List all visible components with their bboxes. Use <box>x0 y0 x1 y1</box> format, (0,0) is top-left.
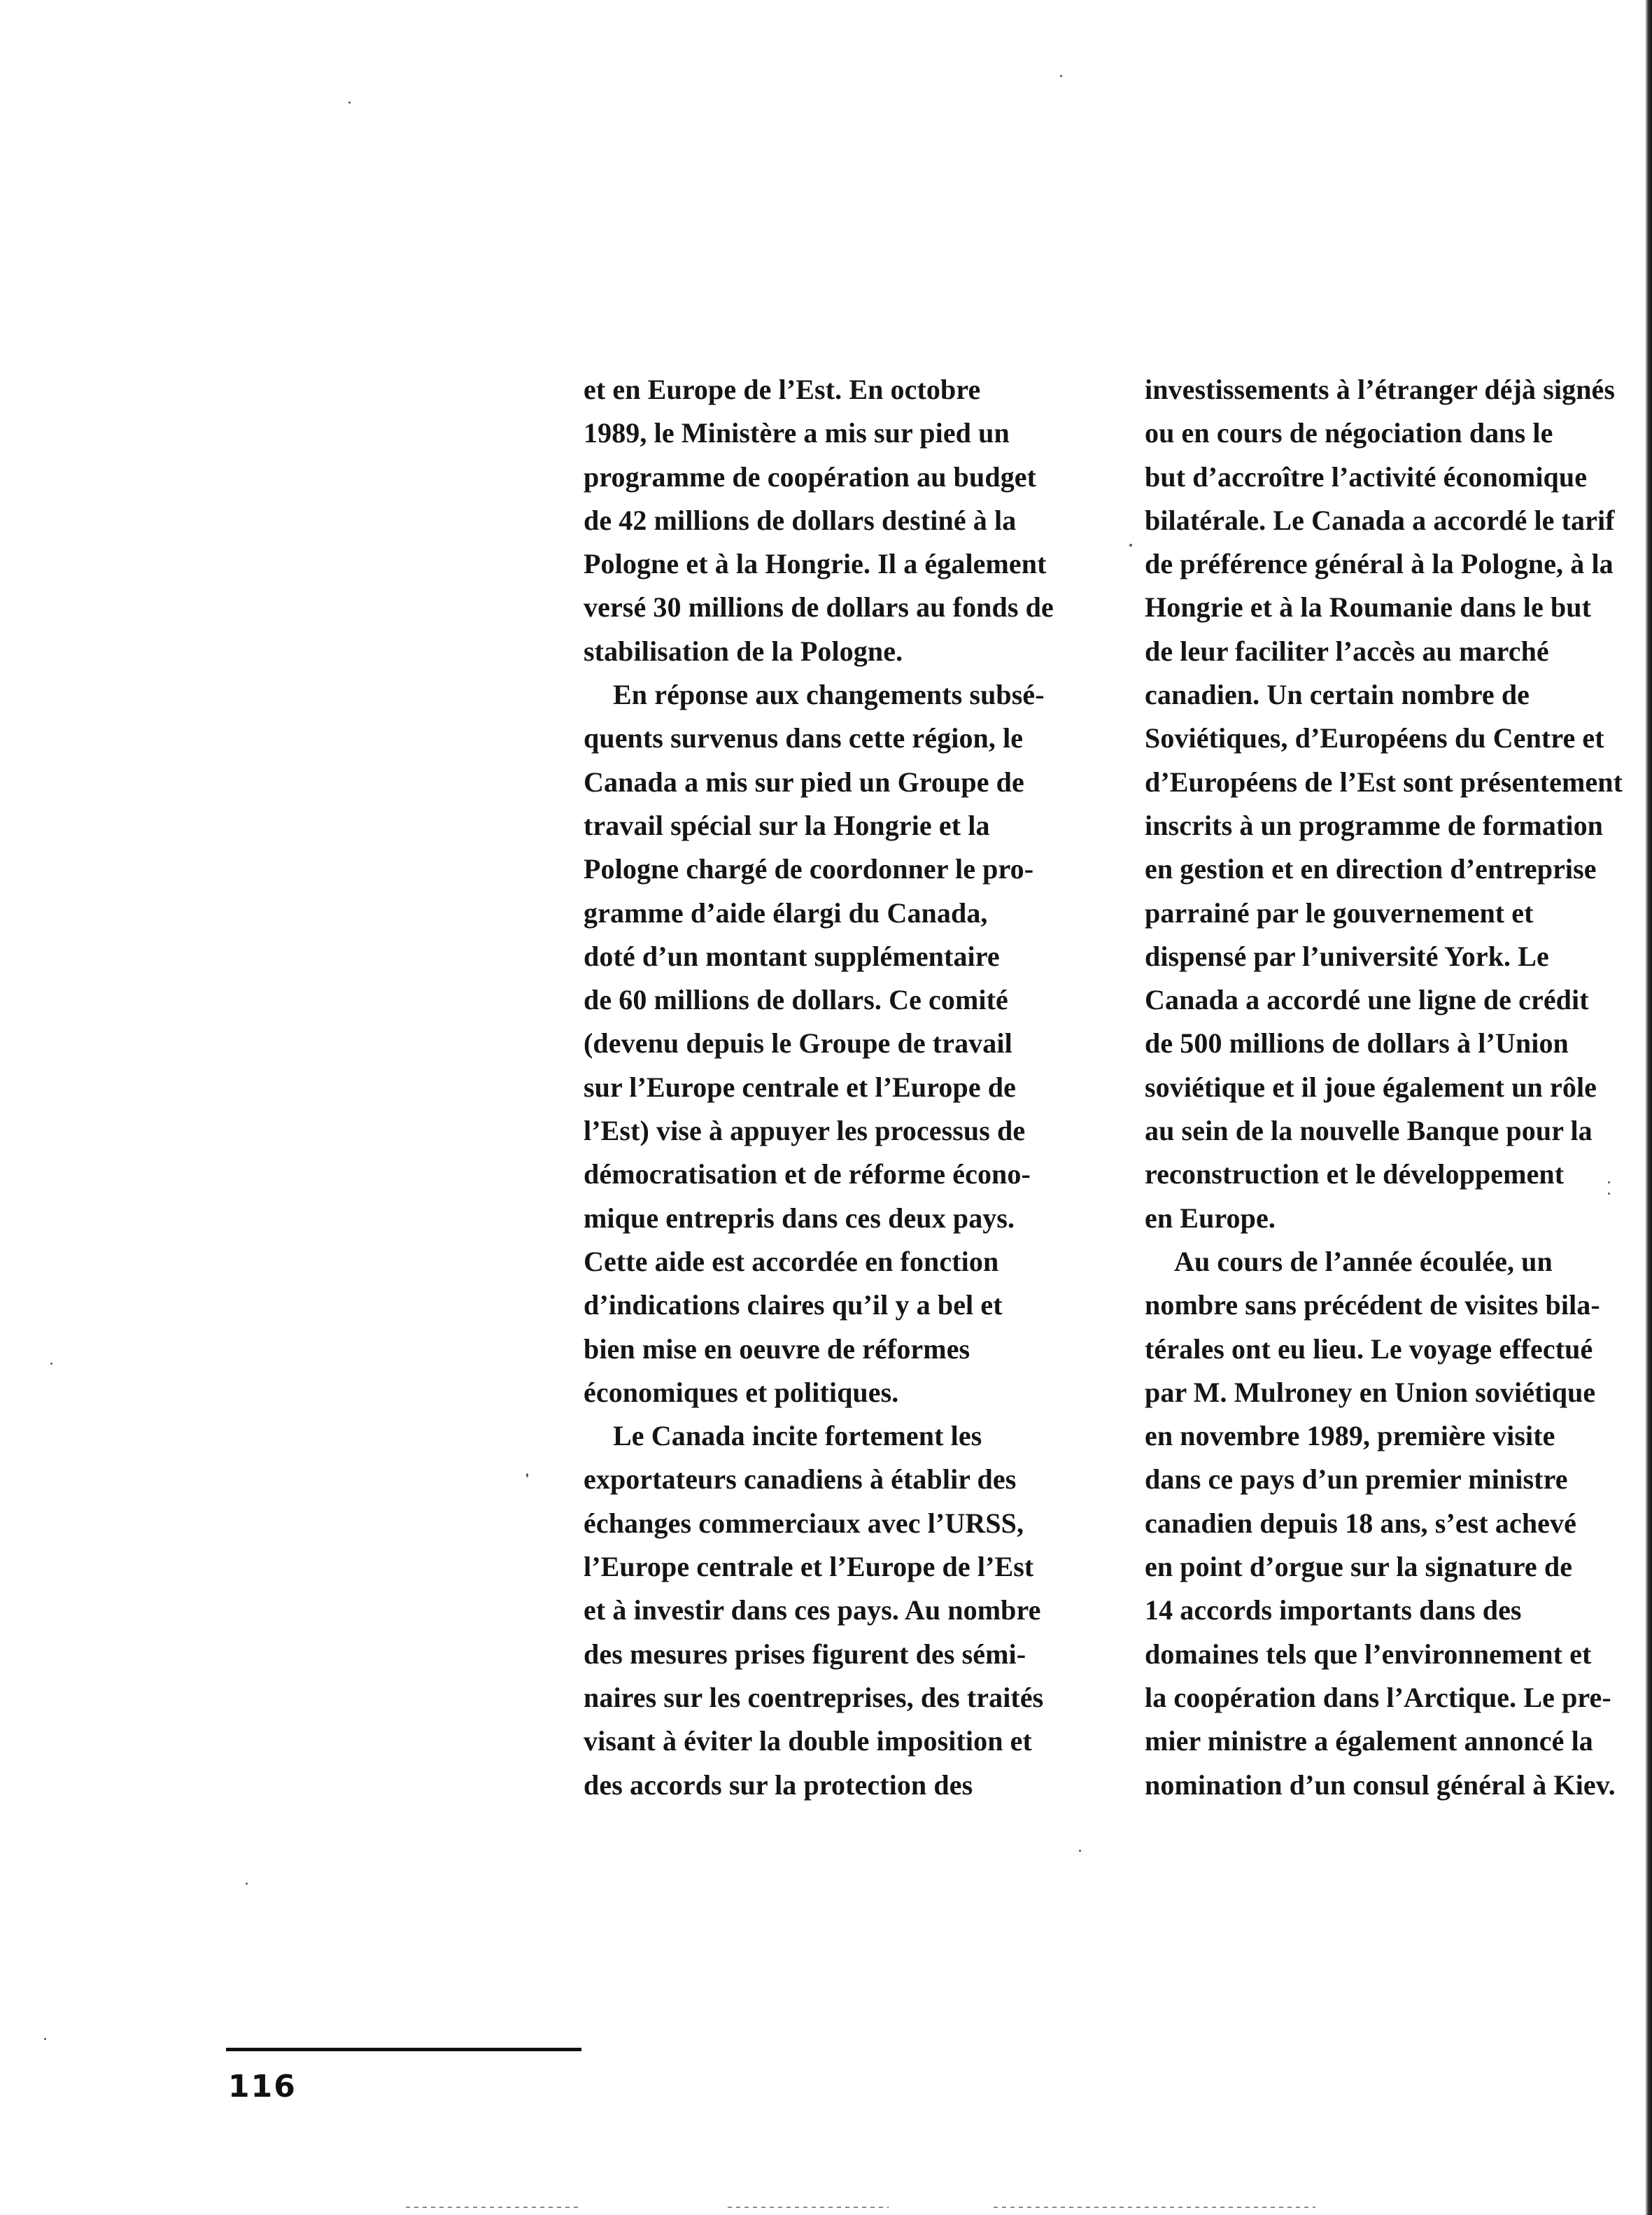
text-line: Pologne et à la Hongrie. Il a également <box>584 548 1047 580</box>
text-line: de préférence général à la Pologne, à la <box>1145 548 1614 580</box>
text-line: en novembre 1989, première visite <box>1145 1420 1555 1452</box>
text-line: Au cours de l’année écoulée, un <box>1174 1245 1553 1277</box>
paragraph <box>584 673 1087 1414</box>
text-line: ou en cours de négociation dans le <box>1145 417 1553 449</box>
text-line: et en Europe de l’Est. En octobre <box>584 374 981 405</box>
text-line: naires sur les coentreprises, des traités <box>584 1681 1044 1713</box>
text-line: par M. Mulroney en Union soviétique <box>1145 1376 1596 1408</box>
paragraph <box>584 368 1087 673</box>
scan-speck <box>1608 1193 1610 1195</box>
text-line: des mesures prises figurent des sémi- <box>584 1638 1026 1670</box>
text-line: investissements à l’étranger déjà signés <box>1145 374 1616 405</box>
text-line: (devenu depuis le Groupe de travail <box>584 1027 1012 1060</box>
text-line: en Europe. <box>1145 1202 1276 1234</box>
text-line: en point d’orgue sur la signature de <box>1145 1551 1573 1583</box>
text-line: en gestion et en direction d’entreprise <box>1145 853 1597 885</box>
scan-speck <box>1079 1850 1081 1852</box>
scan-speck <box>526 1473 528 1477</box>
text-line: Pologne chargé de coordonner le pro- <box>584 853 1034 885</box>
text-line: de 60 millions de dollars. Ce comité <box>584 984 1008 1016</box>
text-line: doté d’un montant supplémentaire <box>584 940 1000 972</box>
text-line: but d’accroître l’activité économique <box>1145 460 1588 493</box>
text-line: 1989, le Ministère a mis sur pied un <box>584 417 1010 449</box>
text-line: d’Européens de l’Est sont présentement <box>1145 766 1623 798</box>
text-line: Canada a accordé une ligne de crédit <box>1145 984 1589 1016</box>
text-line: échanges commerciaux avec l’URSS, <box>584 1507 1024 1539</box>
scan-speck <box>1608 1181 1610 1183</box>
text-line: bien mise en oeuvre de réformes <box>584 1332 970 1365</box>
text-line: travail spécial sur la Hongrie et la <box>584 809 990 841</box>
text-line: dispensé par l’université York. Le <box>1145 940 1549 972</box>
text-line: programme de coopération au budget <box>584 460 1037 493</box>
text-line: stabilisation de la Pologne. <box>584 635 903 667</box>
paragraph <box>1145 368 1635 1240</box>
left-text-column <box>584 368 1087 1807</box>
text-line: Soviétiques, d’Européens du Centre et <box>1145 722 1604 754</box>
text-line: domaines tels que l’environnement et <box>1145 1638 1592 1670</box>
text-line: dans ce pays d’un premier ministre <box>1145 1463 1568 1496</box>
scan-artifact <box>994 2207 1315 2208</box>
scan-speck <box>348 101 351 104</box>
text-line: 14 accords importants dans des <box>1145 1594 1522 1626</box>
text-line: Hongrie et à la Roumanie dans le but <box>1145 591 1592 624</box>
text-line: mique entrepris dans ces deux pays. <box>584 1202 1015 1234</box>
text-line: quents survenus dans cette région, le <box>584 722 1024 754</box>
binding-edge <box>1645 0 1652 2215</box>
text-line: bilatérale. Le Canada a accordé le tarif <box>1145 504 1615 536</box>
text-line: la coopération dans l’Arctique. Le pre- <box>1145 1681 1611 1713</box>
text-line: parrainé par le gouvernement et <box>1145 896 1534 929</box>
text-line: de 500 millions de dollars à l’Union <box>1145 1027 1569 1060</box>
text-line: Le Canada incite fortement les <box>613 1420 982 1452</box>
right-text-column <box>1145 368 1635 1807</box>
scan-speck <box>246 1883 248 1885</box>
text-line: inscrits à un programme de formation <box>1145 809 1604 841</box>
text-line: Canada a mis sur pied un Groupe de <box>584 766 1024 798</box>
text-line: de 42 millions de dollars destiné à la <box>584 504 1017 536</box>
text-line: En réponse aux changements subsé- <box>613 679 1045 711</box>
text-line: de leur faciliter l’accès au marché <box>1145 635 1549 667</box>
text-line: mier ministre a également annoncé la <box>1145 1725 1593 1757</box>
text-line: reconstruction et le développement <box>1145 1158 1565 1190</box>
scan-artifact <box>728 2207 889 2208</box>
text-line: nombre sans précédent de visites bila- <box>1145 1289 1600 1321</box>
text-line: des accords sur la protection des <box>584 1769 973 1801</box>
footer-rule <box>226 2048 581 2051</box>
text-line: gramme d’aide élargi du Canada, <box>584 896 988 929</box>
text-line: Cette aide est accordée en fonction <box>584 1245 999 1277</box>
text-line: térales ont eu lieu. Le voyage effectué <box>1145 1332 1593 1365</box>
text-line: nomination d’un consul général à Kiev. <box>1145 1769 1616 1801</box>
scan-speck <box>44 2038 46 2040</box>
text-line: canadien depuis 18 ans, s’est achevé <box>1145 1507 1576 1539</box>
scan-artifact <box>406 2207 581 2208</box>
text-line: soviétique et il joue également un rôle <box>1145 1071 1597 1103</box>
text-line: l’Est) vise à appuyer les processus de <box>584 1115 1026 1147</box>
text-line: économiques et politiques. <box>584 1376 899 1408</box>
text-line: versé 30 millions de dollars au fonds de <box>584 591 1054 624</box>
paragraph <box>1145 1240 1635 1807</box>
text-line: d’indications claires qu’il y a bel et <box>584 1289 1003 1321</box>
page-number: 116 <box>228 2069 297 2104</box>
text-line: au sein de la nouvelle Banque pour la <box>1145 1115 1593 1147</box>
text-line: démocratisation et de réforme écono- <box>584 1158 1031 1190</box>
paragraph <box>584 1414 1087 1807</box>
text-line: visant à éviter la double imposition et <box>584 1725 1032 1757</box>
scan-speck <box>1060 75 1062 77</box>
text-line: exportateurs canadiens à établir des <box>584 1463 1017 1496</box>
scan-speck <box>50 1363 52 1365</box>
text-line: canadien. Un certain nombre de <box>1145 679 1530 711</box>
text-line: l’Europe centrale et l’Europe de l’Est <box>584 1551 1034 1583</box>
scan-speck <box>1129 544 1132 547</box>
text-line: sur l’Europe centrale et l’Europe de <box>584 1071 1016 1103</box>
text-line: et à investir dans ces pays. Au nombre <box>584 1594 1041 1626</box>
